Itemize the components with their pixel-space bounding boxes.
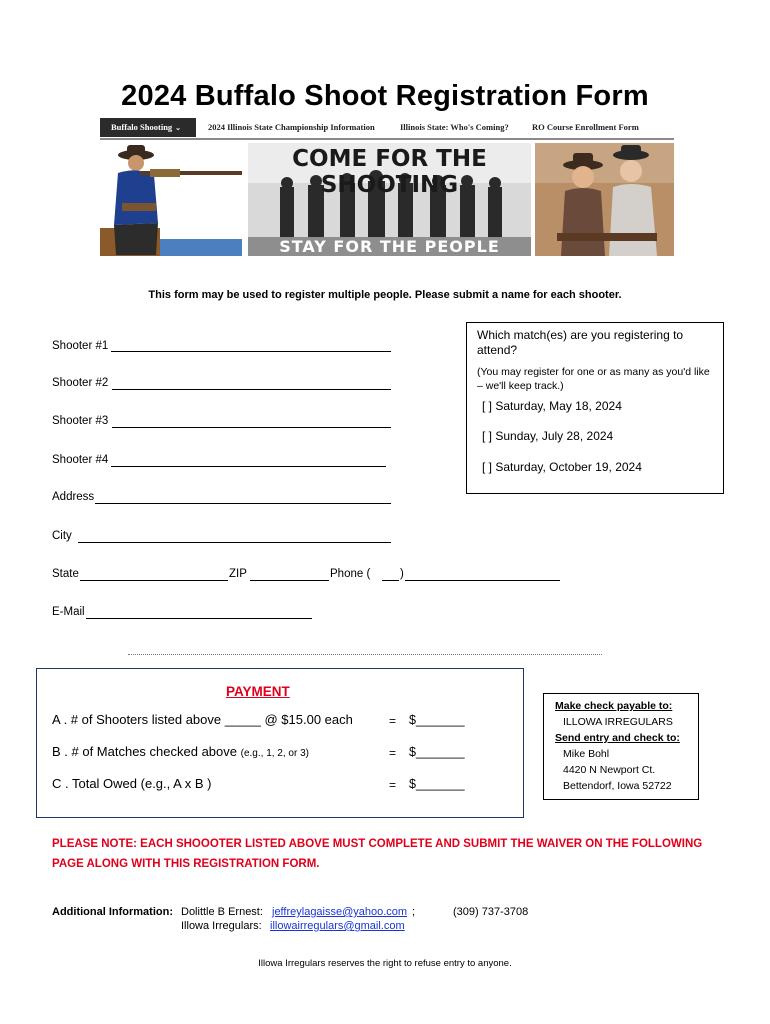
payment-row-label: B . # of Matches checked above: [52, 744, 237, 759]
match-option-may[interactable]: [482, 399, 622, 413]
city-field[interactable]: [78, 542, 391, 543]
payment-equals: =: [389, 778, 397, 792]
email-field[interactable]: [86, 618, 312, 619]
match-option-label: Sunday, July 28, 2024: [495, 429, 614, 443]
shooter-1-label: Shooter #1: [52, 340, 109, 352]
shooter-2-field[interactable]: [112, 389, 391, 390]
banner-tagline: STAY FOR THE PEOPLE: [279, 237, 500, 256]
address-field[interactable]: [95, 503, 391, 504]
payment-amount-a[interactable]: $_______: [409, 713, 465, 727]
match-question: Which match(es) are you registering to attend?: [477, 328, 684, 357]
zip-label: ZIP: [229, 568, 247, 580]
waiver-note: PLEASE NOTE: EACH SHOOOTER LISTED ABOVE MUST COMPLETE AND SUBMIT THE WAIVER ON THE FOLLOWING PAGE ALONG WITH THIS REGISTRATION FORM.: [52, 838, 703, 870]
payable-heading: Make check payable to:: [555, 700, 673, 712]
payment-equals: =: [389, 714, 397, 728]
chevron-down-icon: ⌄: [175, 124, 182, 132]
checkbox[interactable]: [ ]: [482, 399, 493, 413]
shooter-4-label: Shooter #4: [52, 454, 109, 466]
contact-1-phone: (309) 737-3708: [453, 906, 529, 918]
payment-row-b: [52, 744, 309, 759]
payment-amount-c[interactable]: $_______: [409, 777, 465, 791]
contact-1-name: Dolittle B Ernest:: [181, 906, 263, 918]
match-note: (You may register for one or as many as you'd like – we'll keep track.): [477, 366, 710, 392]
payment-row-a: [52, 712, 353, 727]
phone-number-field[interactable]: [405, 580, 560, 581]
contact-1-email-link[interactable]: jeffreylagaisse@yahoo.com: [272, 906, 408, 918]
payment-title: PAYMENT: [226, 684, 290, 699]
phone-label: Phone (: [330, 568, 371, 580]
address-label: Address: [52, 491, 95, 503]
shooter-2-label: Shooter #2: [52, 377, 109, 389]
payable-to: ILLOWA IRREGULARS: [563, 716, 673, 728]
contact-1-separator: ;: [412, 906, 416, 918]
nav-item-buffalo-shooting[interactable]: [100, 118, 196, 137]
payment-row-label: C . Total Owed (e.g., A x B ): [52, 776, 212, 791]
state-field[interactable]: [80, 580, 228, 581]
shooter-1-field[interactable]: [111, 351, 391, 352]
shooter-3-field[interactable]: [112, 427, 391, 428]
phone-area-code-field[interactable]: [382, 580, 399, 581]
form-instructions: This form may be used to register multiple people. Please submit a name for each shooter.: [148, 289, 622, 301]
nav-item-championship-info[interactable]: 2024 Illinois State Championship Information: [208, 122, 375, 132]
come-for-the-shooting-banner: [248, 143, 531, 256]
contact-2-email-link[interactable]: illowairregulars@gmail.com: [270, 920, 405, 932]
mail-street: 4420 N Newport Ct.: [563, 764, 656, 776]
zip-field[interactable]: [250, 580, 329, 581]
rifle-shooter-photo: [100, 143, 242, 256]
page-title: 2024 Buffalo Shoot Registration Form: [121, 80, 649, 112]
city-label: City: [52, 530, 72, 542]
payment-amount-b[interactable]: $_______: [409, 745, 465, 759]
state-label: State: [52, 568, 79, 580]
send-heading: Send entry and check to:: [555, 732, 680, 744]
match-option-october[interactable]: [482, 460, 642, 474]
contact-2-name: Illowa Irregulars:: [181, 920, 262, 932]
match-option-july[interactable]: [482, 429, 613, 443]
site-nav-bar: [100, 118, 674, 140]
match-selection-box: [466, 322, 724, 494]
banner-headline: COME FOR THE SHOOTING: [292, 146, 487, 198]
shooter-3-label: Shooter #3: [52, 415, 109, 427]
footer-disclaimer: Illowa Irregulars reserves the right to refuse entry to anyone.: [258, 958, 512, 969]
check-payable-box: [543, 693, 699, 800]
checkbox[interactable]: [ ]: [482, 429, 493, 443]
payment-equals: =: [389, 746, 397, 760]
section-divider: [128, 654, 602, 655]
nav-item-whos-coming[interactable]: Illinois State: Who's Coming?: [400, 122, 509, 132]
match-option-label: Saturday, May 18, 2024: [495, 399, 622, 413]
two-shooters-photo: [535, 143, 674, 256]
match-option-label: Saturday, October 19, 2024: [495, 460, 642, 474]
phone-close-paren: ): [400, 568, 404, 580]
payment-row-label: A . # of Shooters listed above _____ @ $15.00 each: [52, 712, 353, 727]
nav-item-label: Buffalo Shooting: [111, 122, 173, 132]
shooter-4-field[interactable]: [111, 466, 386, 467]
payment-row-hint: (e.g., 1, 2, or 3): [240, 748, 309, 759]
email-label: E-Mail: [52, 606, 85, 618]
payment-row-c: [52, 776, 211, 791]
mail-city: Bettendorf, Iowa 52722: [563, 780, 672, 792]
additional-info-label: Additional Information:: [52, 906, 173, 918]
checkbox[interactable]: [ ]: [482, 460, 493, 474]
nav-item-ro-course[interactable]: RO Course Enrollment Form: [532, 122, 639, 132]
mail-name: Mike Bohl: [563, 748, 610, 760]
